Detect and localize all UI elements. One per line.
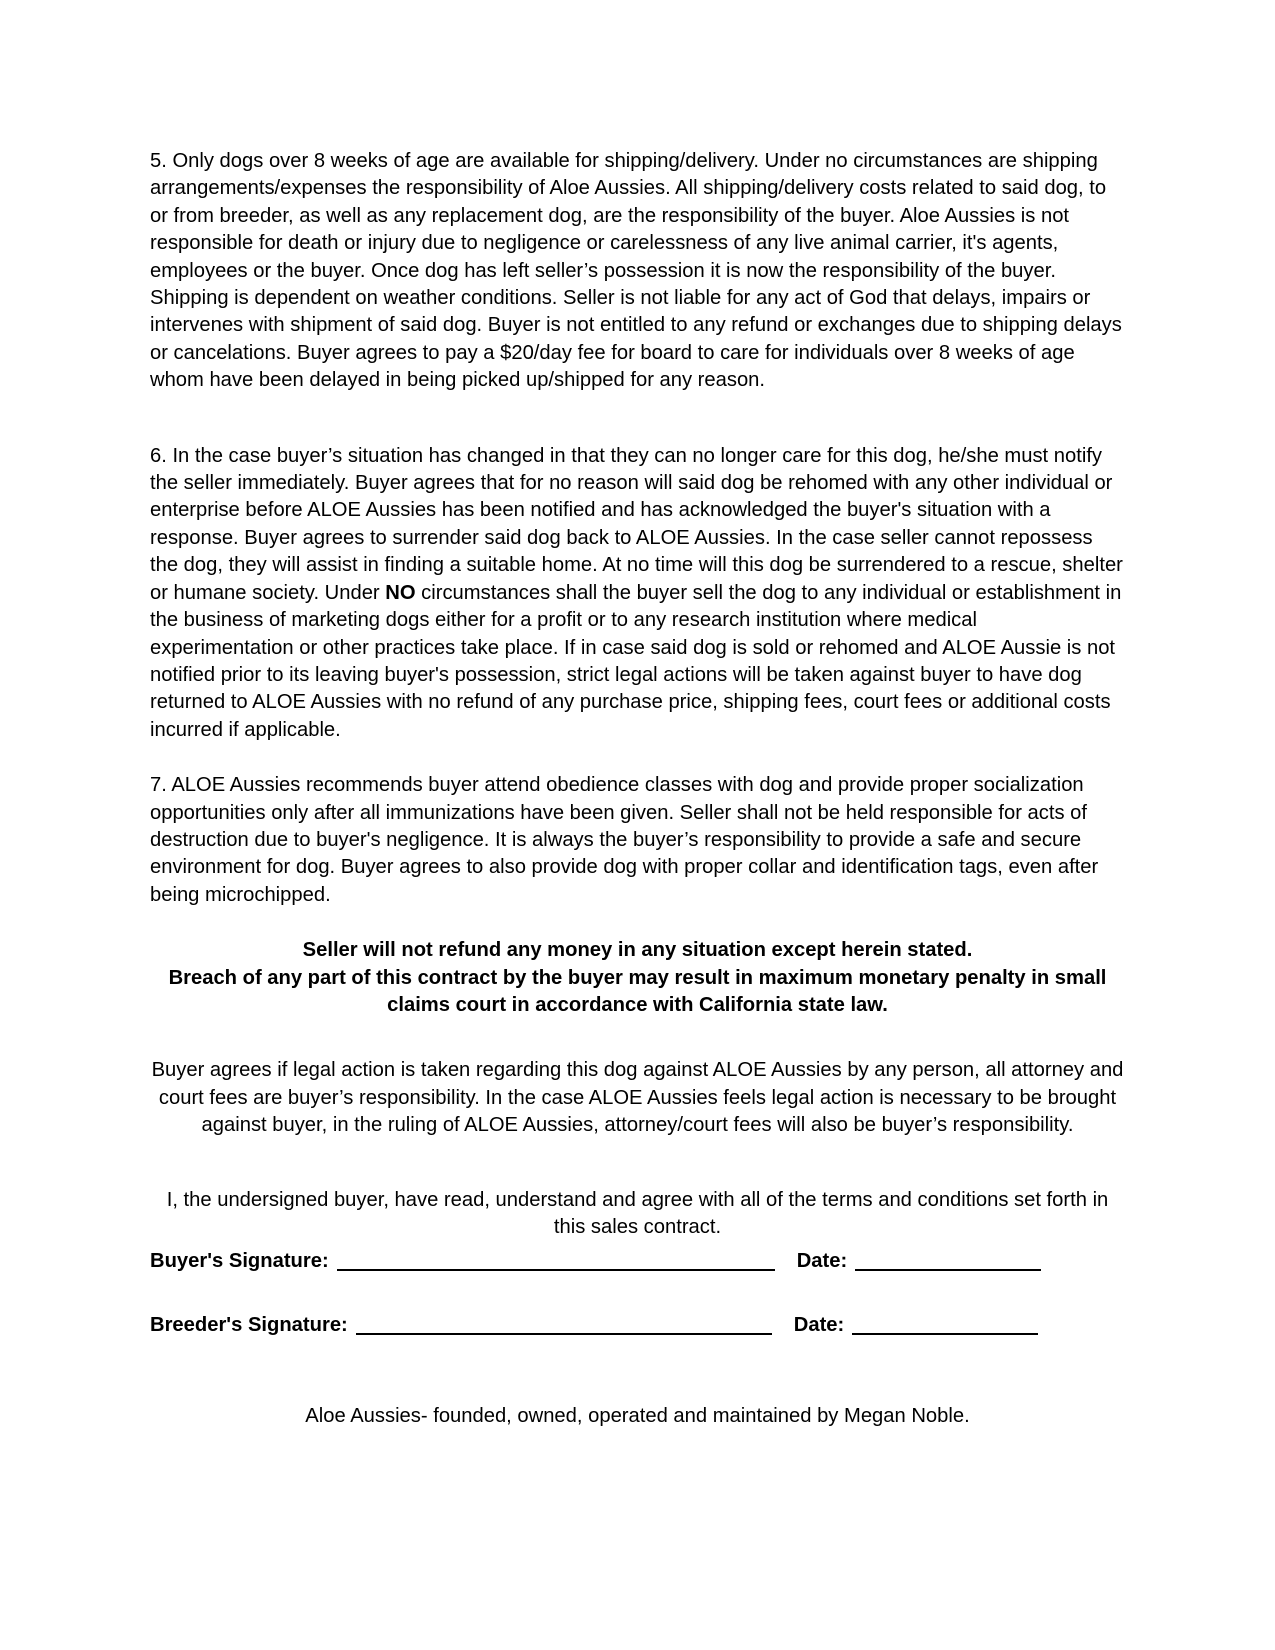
- breeder-signature-line[interactable]: [356, 1313, 772, 1335]
- agreement-statement: I, the undersigned buyer, have read, understand and agree with all of the terms and conditions set forth in this sales contract.: [166, 1188, 1109, 1238]
- refund-notice-line-2: Breach of any part of this contract by the buyer may result in maximum monetary penalty in small claims court in accordance with California state law.: [168, 966, 1107, 1016]
- breeder-signature-label: Breeder's Signature:: [150, 1314, 348, 1336]
- clause-6: [150, 443, 1125, 744]
- refund-notice: [150, 937, 1125, 1019]
- footer-note: Aloe Aussies- founded, owned, operated and maintained by Megan Noble.: [305, 1405, 970, 1428]
- buyer-signature-label: Buyer's Signature:: [150, 1250, 329, 1272]
- buyer-signature-row: [150, 1245, 1125, 1275]
- legal-fees-paragraph: Buyer agrees if legal action is taken regarding this dog against ALOE Aussies by any person, all attorney and court fees are buyer’s responsibility. In the case ALOE Aussies feels legal action is necessary to be brought against buyer, in the ruling of ALOE Aussies, attorney/court fees will also be buyer’s responsibility.: [151, 1059, 1124, 1137]
- breeder-signature-row: [150, 1309, 1125, 1339]
- clause-6-text-part2: circumstances shall the buyer sell the dog to any individual or establishment in the business of marketing dogs either for a profit or to any research institution where medical experimentation or other practices take place. If in case said dog is sold or rehomed and ALOE Aussie is not notified prior to its leaving buyer's possession, strict legal actions will be taken against buyer to have dog returned to ALOE Aussies with no refund of any purchase price, shipping fees, court fees or additional costs incurred if applicable.: [150, 581, 1122, 741]
- buyer-signature-line[interactable]: [337, 1249, 775, 1271]
- buyer-date-label: Date:: [796, 1250, 848, 1272]
- contract-page: [150, 148, 1125, 1431]
- clause-7: 7. ALOE Aussies recommends buyer attend obedience classes with dog and provide proper socialization opportunities only after all immunizations have been given. Seller shall not be held responsible for acts of destruction due to buyer's negligence. It is always the buyer’s responsibility to provide a safe and secure environment for dog. Buyer agrees to also provide dog with proper collar and identification tags, even after being microchipped.: [150, 774, 1099, 906]
- clause-6-text-part1: 6. In the case buyer’s situation has changed in that they can no longer care for this dog, he/she must notify the seller immediately. Buyer agrees that for no reason will said dog be rehomed with any other individual or enterprise before ALOE Aussies has been notified and has acknowledged the buyer's situation with a response. Buyer agrees to surrender said dog back to ALOE Aussies. In the case seller cannot repossess the dog, they will assist in finding a suitable home. At no time will this dog be surrendered to a rescue, shelter or humane society. Under: [150, 444, 1123, 604]
- breeder-date-label: Date:: [793, 1314, 845, 1336]
- refund-notice-line-1: Seller will not refund any money in any situation except herein stated.: [302, 939, 973, 962]
- breeder-date-line[interactable]: [852, 1313, 1038, 1335]
- clause-5: 5. Only dogs over 8 weeks of age are available for shipping/delivery. Under no circumstances are shipping arrangements/expenses the responsibility of Aloe Aussies. All shipping/delivery costs related to said dog, to or from breeder, as well as any replacement dog, are the responsibility of the buyer. Aloe Aussies is not responsible for death or injury due to negligence or carelessness of any live animal carrier, it's agents, employees or the buyer. Once dog has left seller’s possession it is now the responsibility of the buyer. Shipping is dependent on weather conditions. Seller is not liable for any act of God that delays, impairs or intervenes with shipment of said dog. Buyer is not entitled to any refund or exchanges due to shipping delays or cancelations. Buyer agrees to pay a $20/day fee for board to care for individuals over 8 weeks of age whom have been delayed in being picked up/shipped for any reason.: [150, 150, 1122, 392]
- buyer-date-line[interactable]: [855, 1249, 1041, 1271]
- clause-6-emphasis: NO: [385, 581, 416, 604]
